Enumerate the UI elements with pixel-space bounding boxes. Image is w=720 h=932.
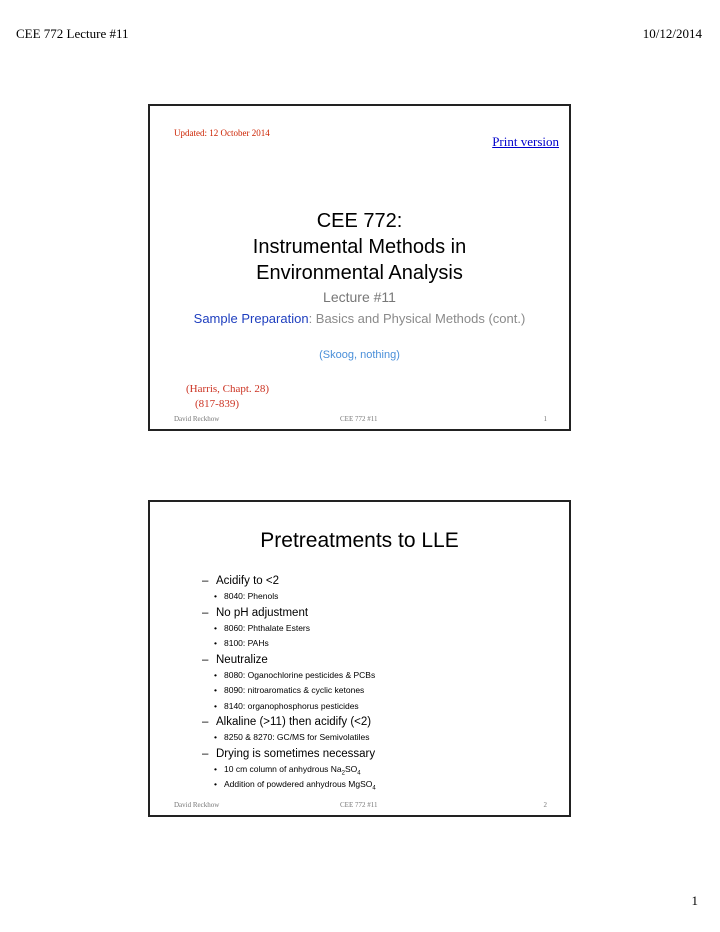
skoog-reference: (Skoog, nothing) — [319, 349, 400, 361]
print-version-link[interactable]: Print version — [492, 134, 559, 149]
sub-list-item: • 8060: Phthalate Esters — [214, 622, 311, 633]
title-line-2: Instrumental Methods in — [252, 236, 467, 258]
harris-reference — [186, 382, 269, 412]
slide-2 — [148, 500, 571, 817]
subtitle-rest: : Basics and Physical Methods (cont.) — [308, 311, 526, 326]
slide-1 — [148, 104, 571, 431]
slide-footer-number: 2 — [543, 801, 547, 809]
sub-list-item: • 8250 & 8270: GC/MS for Semivolatiles — [214, 732, 370, 742]
title-line-1: CEE 772: — [316, 210, 403, 232]
page-header-left: CEE 772 Lecture #11 — [16, 26, 129, 41]
title-line-3: Environmental Analysis — [256, 262, 463, 284]
sub-list-item: • Addition of powdered anhydrous MgSO$_4$ — [214, 779, 376, 792]
slide-footer-course: CEE 772 #11 — [340, 801, 378, 809]
sub-list-item: • 8040: Phenols — [214, 591, 279, 601]
list-item: – Drying is sometimes necessary — [202, 747, 376, 760]
sub-list-item: • 10 cm column of anhydrous $Na_2SO_4$ — [214, 763, 361, 777]
slide-footer-number: 1 — [543, 415, 547, 423]
slide-title — [150, 208, 569, 286]
slide-title: Pretreatments to LLE — [260, 529, 459, 552]
list-item: – Alkaline (>11) then acidify (<2) — [202, 716, 372, 728]
subtitle-highlight: Sample Preparation — [193, 311, 309, 326]
harris-chapter: (Harris, Chapt. 28) — [186, 383, 270, 395]
sub-list-item: • 8080: Oganochlorine pesticides & PCBs — [214, 669, 376, 680]
slide-footer-author: David Reckhow — [174, 415, 220, 423]
page-header-date: 10/12/2014 — [642, 26, 702, 41]
list-item: – Neutralize — [202, 653, 268, 666]
slide-footer-course: CEE 772 #11 — [340, 415, 378, 423]
harris-pages: (817-839) — [195, 398, 239, 410]
sub-list-item: • 8090: nitroaromatics & cyclic ketones — [214, 685, 365, 695]
list-item: – Acidify to <2 — [202, 575, 279, 587]
lecture-number: Lecture #11 — [323, 289, 396, 305]
updated-date: Updated: 12 October 2014 — [174, 128, 270, 138]
list-item: – No pH adjustment — [202, 606, 309, 619]
pretreatment-list — [202, 573, 559, 793]
sub-list-item: • 8140: organophosphorus pesticides — [214, 700, 359, 711]
sub-list-item: • 8100: PAHs — [214, 638, 269, 648]
page-number: 1 — [691, 893, 698, 908]
slide-subtitle — [190, 310, 529, 328]
slide-footer-author: David Reckhow — [174, 801, 220, 809]
